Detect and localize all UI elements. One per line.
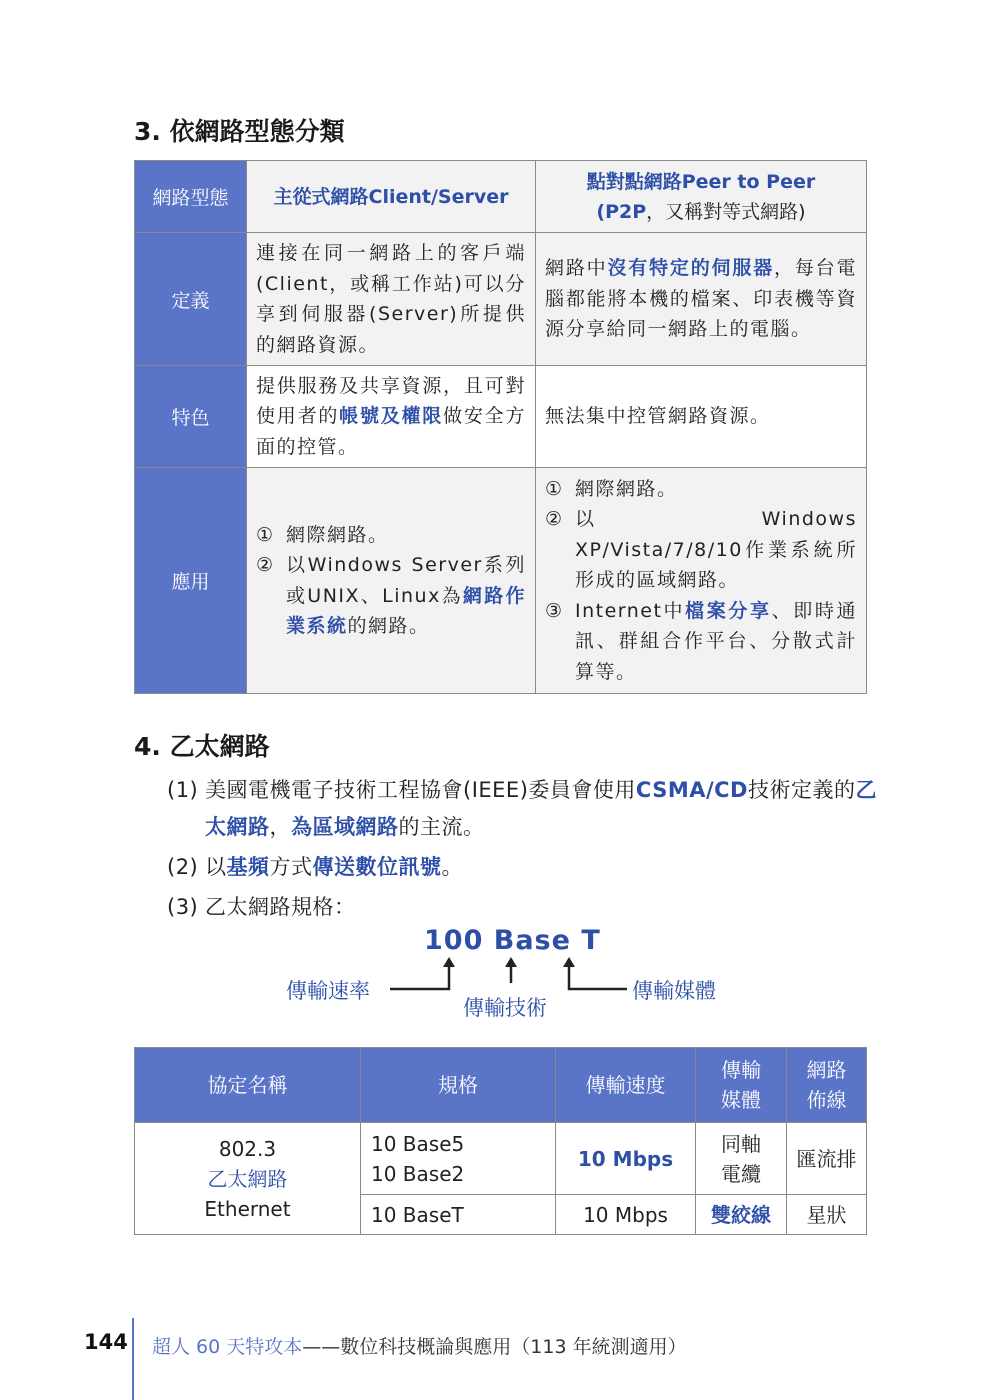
diagram-formula: 100 Base T — [424, 925, 601, 956]
list-item — [545, 596, 857, 688]
feature-cs-post: 做安全方面的控管。 — [256, 405, 526, 458]
protocol-english: Ethernet — [204, 1196, 291, 1221]
media-coax-l2: 電纜 — [721, 1161, 761, 1186]
definition-p2p — [536, 233, 867, 366]
diagram-label-media: 傳輸媒體 — [632, 979, 716, 1003]
header-protocol: 協定名稱 — [135, 1048, 361, 1123]
wiring-cell-row1: 匯流排 — [787, 1123, 867, 1195]
media-arrow-line — [569, 965, 627, 989]
list-marker: ② — [256, 554, 275, 576]
header-wiring — [787, 1048, 867, 1123]
list-text: Internet中 — [575, 599, 686, 622]
p2p-header-rest: ，又稱對等式網路) — [646, 200, 806, 223]
list-text: 網際網路。 — [286, 523, 389, 546]
list-text: 、即時通訊、群組合作平台、分散式計算等。 — [575, 599, 857, 683]
list-text: 以Windows Server系列或UNIX、Linux為 — [286, 554, 526, 607]
header-media — [696, 1048, 787, 1123]
list-number: (3) — [167, 895, 199, 919]
header-wiring-l2: 佈線 — [806, 1088, 847, 1112]
list-text-hl: 檔案分享 — [685, 599, 772, 622]
speed-cell-row1: 10 Mbps — [556, 1123, 696, 1195]
list-text-hl: 基頻 — [226, 855, 270, 879]
list-text: 美國電機電子技術工程協會(IEEE)委員會使用 — [205, 778, 636, 802]
feature-cs-pre: 提供服務及共享資源，且可對使用者的 — [256, 374, 526, 428]
p2p-header — [536, 161, 867, 233]
list-text-hl: 傳送數位訊號 — [312, 855, 442, 879]
spec-cell-row2: 10 BaseT — [361, 1195, 556, 1235]
definition-p2p-post: ，每台電腦都能將本機的檔案、印表機等資源分享給同一網路上的電腦。 — [545, 257, 857, 341]
diagram-label-rate: 傳輸速率 — [286, 979, 370, 1003]
protocol-cell — [135, 1123, 361, 1235]
list-marker: ① — [545, 477, 564, 500]
feature-client-server — [247, 366, 536, 468]
list-marker: ③ — [545, 599, 564, 622]
list-text: 乙太網路規格： — [205, 895, 356, 919]
table-row-feature — [135, 366, 867, 468]
table-corner-cell: 網路型態 — [135, 161, 247, 233]
rate-arrow-line — [390, 965, 449, 989]
media-cell-row2: 雙絞線 — [696, 1195, 787, 1235]
application-cs-list — [256, 520, 526, 642]
rate-arrow-head — [443, 957, 455, 967]
list-item — [167, 849, 877, 886]
list-text-hl: CSMA/CD — [635, 778, 748, 802]
header-spec: 規格 — [361, 1048, 556, 1123]
speed-cell-row2: 10 Mbps — [556, 1195, 696, 1235]
tech-arrow-head — [505, 957, 517, 967]
feature-p2p: 無法集中控管網路資源。 — [536, 366, 867, 468]
list-text: 。 — [441, 855, 463, 879]
list-item — [545, 474, 857, 505]
definition-client-server: 連接在同一網路上的客戶端(Client，或稱工作站)可以分享到伺服器(Server)所提供的網路資源。 — [247, 233, 536, 366]
list-text: 以 — [205, 855, 227, 879]
footer-title — [152, 1332, 687, 1359]
header-media-l1: 傳輸 — [721, 1058, 761, 1082]
media-cell-row1 — [696, 1123, 787, 1195]
header-media-l2: 媒體 — [721, 1088, 761, 1112]
wiring-cell-row2: 星狀 — [787, 1195, 867, 1235]
list-item — [256, 520, 526, 551]
definition-p2p-hl: 沒有特定的伺服器 — [607, 257, 775, 280]
table-row — [135, 1123, 867, 1195]
client-server-header: 主從式網路Client/Server — [247, 161, 536, 233]
media-coax-l1: 同軸 — [721, 1131, 761, 1156]
table-row-application — [135, 468, 867, 694]
list-text: 方式 — [269, 855, 313, 879]
feature-cs-hl: 帳號及權限 — [339, 405, 444, 428]
list-text-hl: 乙太網路 — [205, 778, 877, 839]
ethernet-spec-table — [134, 1047, 867, 1235]
application-p2p — [536, 468, 867, 694]
list-text: 網際網路。 — [575, 477, 678, 500]
ethernet-list — [167, 772, 877, 929]
list-item — [167, 772, 877, 846]
row-label-application: 應用 — [135, 468, 247, 694]
list-text-hl: 網路作業系統 — [286, 584, 526, 637]
protocol-code: 802.3 — [218, 1136, 277, 1161]
list-text: ， — [269, 815, 291, 839]
network-type-table — [134, 160, 867, 694]
footer-divider — [132, 1318, 134, 1400]
list-text: 的主流。 — [398, 815, 485, 839]
list-marker: ② — [545, 508, 564, 531]
definition-p2p-pre: 網路中 — [545, 257, 608, 280]
diagram-label-tech: 傳輸技術 — [463, 996, 547, 1020]
row-label-definition: 定義 — [135, 233, 247, 366]
application-p2p-list — [545, 474, 857, 688]
list-number: (1) — [167, 778, 199, 802]
list-item — [167, 889, 877, 926]
footer-book-title: ——數位科技概論與應用（113 年統測適用） — [302, 1336, 687, 1358]
list-text: 技術定義的 — [747, 778, 856, 802]
ethernet-spec-diagram — [0, 925, 1000, 1035]
list-item — [256, 550, 526, 642]
section4-title: 4. 乙太網路 — [134, 732, 270, 761]
application-client-server — [247, 468, 536, 694]
list-text: 的網路。 — [347, 615, 430, 637]
header-speed: 傳輸速度 — [556, 1048, 696, 1123]
footer-brand: 超人 60 天特攻本 — [152, 1336, 303, 1358]
spec-cell-row1 — [361, 1123, 556, 1195]
list-text-hl: 為區域網路 — [291, 815, 399, 839]
p2p-header-hl: (P2P — [596, 200, 647, 223]
table-row-definition — [135, 233, 867, 366]
row-label-feature: 特色 — [135, 366, 247, 468]
spec-header-row — [135, 1048, 867, 1123]
spec-10base2: 10 Base2 — [371, 1161, 465, 1186]
page-number: 144 — [84, 1330, 128, 1354]
header-wiring-l1: 網路 — [806, 1058, 847, 1082]
list-number: (2) — [167, 855, 199, 879]
list-marker: ① — [256, 523, 275, 546]
list-item — [545, 504, 857, 596]
section3-title: 3. 依網路型態分類 — [134, 117, 345, 146]
protocol-name: 乙太網路 — [207, 1166, 288, 1191]
list-text: 以Windows XP/Vista/7/8/10作業系統所形成的區域網路。 — [575, 508, 857, 592]
table-header-row — [135, 161, 867, 233]
p2p-header-line1: 點對點網路Peer to Peer — [586, 170, 816, 193]
media-arrow-head — [563, 957, 575, 967]
spec-10base5: 10 Base5 — [371, 1131, 465, 1156]
